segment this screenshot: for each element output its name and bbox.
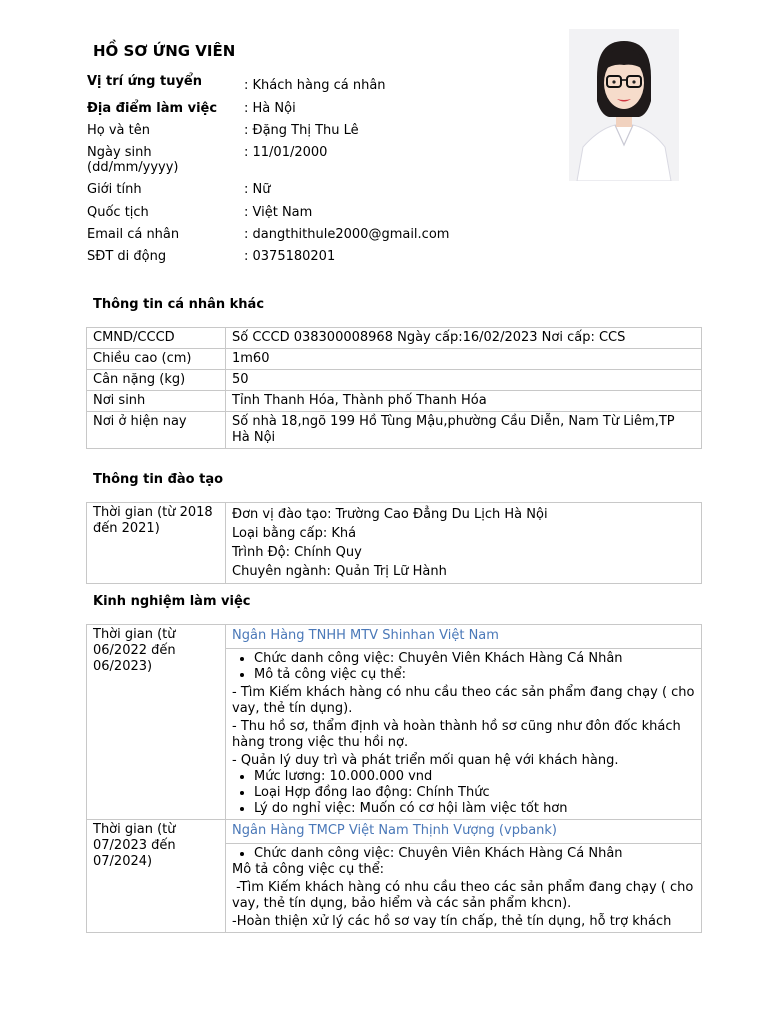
table-row — [87, 820, 702, 844]
info-value: : 11/01/2000 — [244, 145, 328, 160]
table-cell-label: Nơi ở hiện nay — [87, 412, 226, 449]
table-row — [87, 625, 702, 649]
info-label: Vị trí ứng tuyển — [87, 74, 203, 89]
list-item: • Mức lương: 10.000.000 vnd — [254, 769, 695, 785]
table-row — [87, 328, 702, 349]
info-value: : Đặng Thị Thu Lê — [244, 123, 359, 138]
info-value: : Khách hàng cá nhân — [244, 78, 386, 93]
job-line: Mô tả công việc cụ thể: — [232, 862, 385, 877]
table-cell-value: Số CCCD 038300008968 Ngày cấp:16/02/2023 Nơi cấp: CCS — [226, 328, 702, 349]
info-label: Giới tính — [87, 182, 142, 197]
table-row — [87, 349, 702, 370]
page-title: HỒ SƠ ỨNG VIÊN — [93, 42, 236, 60]
table-cell-value: Tỉnh Thanh Hóa, Thành phố Thanh Hóa — [226, 391, 702, 412]
job-line: -Tìm Kiếm khách hàng có nhu cầu theo các sản phẩm đang chạy ( cho vay, thẻ tín dụng, bảo hiểm và các sản phẩm khcn). — [232, 880, 698, 911]
table-cell-value: 1m60 — [226, 349, 702, 370]
info-value: : Nữ — [244, 182, 271, 197]
job-description — [226, 649, 702, 820]
section-title-personal: Thông tin cá nhân khác — [93, 297, 265, 312]
job-line: - Quản lý duy trì và phát triển mối quan hệ với khách hàng. — [232, 753, 619, 768]
info-label: Quốc tịch — [87, 205, 149, 220]
info-label: Họ và tên — [87, 123, 150, 138]
info-value: : Hà Nội — [244, 101, 296, 116]
table-cell-period: Thời gian (từ 2018 đến 2021) — [87, 503, 226, 584]
job-description — [226, 844, 702, 933]
table-cell-details — [226, 503, 702, 584]
job-line: - Thu hồ sơ, thẩm định và hoàn thành hồ sơ cũng như đôn đốc khách hàng trong việc thu hồi nợ. — [232, 719, 681, 750]
info-label: Ngày sinh (dd/mm/yyyy) — [87, 145, 179, 175]
info-label: SĐT di động — [87, 249, 167, 264]
job-period: Thời gian (từ 06/2022 đến 06/2023) — [87, 625, 226, 820]
info-value: : 0375180201 — [244, 249, 336, 264]
info-value: : dangthithule2000@gmail.com — [244, 227, 450, 242]
job-bullets — [232, 846, 695, 862]
training-line: Đơn vị đào tạo: Trường Cao Đẳng Du Lịch Hà Nội — [232, 507, 548, 522]
info-label: Email cá nhân — [87, 227, 180, 242]
job-bullets — [232, 769, 695, 817]
list-item: • Chức danh công việc: Chuyên Viên Khách Hàng Cá Nhân — [254, 651, 695, 667]
table-cell-label: Nơi sinh — [87, 391, 226, 412]
table-cell-value: Số nhà 18,ngõ 199 Hồ Tùng Mậu,phường Cầu Diễn, Nam Từ Liêm,TP Hà Nội — [226, 412, 702, 449]
job-company: Ngân Hàng TMCP Việt Nam Thịnh Vượng (vpbank) — [226, 820, 702, 844]
training-line: Trình Độ: Chính Quy — [232, 545, 362, 560]
training-line: Chuyên ngành: Quản Trị Lữ Hành — [232, 564, 447, 579]
training-line: Loại bằng cấp: Khá — [232, 526, 357, 541]
job-line: - Tìm Kiếm khách hàng có nhu cầu theo các sản phẩm đang chạy ( cho vay, thẻ tín dụng). — [232, 685, 695, 716]
training-table — [86, 502, 702, 584]
list-item: • Loại Hợp đồng lao động: Chính Thức — [254, 785, 695, 801]
job-period: Thời gian (từ 07/2023 đến 07/2024) — [87, 820, 226, 933]
job-bullets — [232, 651, 695, 683]
info-label: Địa điểm làm việc — [87, 101, 218, 116]
personal-info-table — [86, 327, 702, 449]
section-title-training: Thông tin đào tạo — [93, 472, 224, 487]
table-row — [87, 370, 702, 391]
job-line: -Hoàn thiện xử lý các hồ sơ vay tín chấp, thẻ tín dụng, hỗ trợ khách — [232, 914, 672, 929]
list-item: • Chức danh công việc: Chuyên Viên Khách Hàng Cá Nhân — [254, 846, 695, 862]
section-title-experience: Kinh nghiệm làm việc — [93, 594, 251, 609]
profile-photo — [569, 29, 679, 181]
table-cell-label: CMND/CCCD — [87, 328, 226, 349]
info-value: : Việt Nam — [244, 205, 313, 220]
table-row — [87, 391, 702, 412]
list-item: • Mô tả công việc cụ thể: — [254, 667, 695, 683]
job-company: Ngân Hàng TNHH MTV Shinhan Việt Nam — [226, 625, 702, 649]
table-cell-value: 50 — [226, 370, 702, 391]
table-cell-label: Cân nặng (kg) — [87, 370, 226, 391]
table-row — [87, 503, 702, 584]
list-item: • Lý do nghỉ việc: Muốn có cơ hội làm việc tốt hơn — [254, 801, 695, 817]
table-row — [87, 412, 702, 449]
experience-table — [86, 624, 702, 933]
table-cell-label: Chiều cao (cm) — [87, 349, 226, 370]
